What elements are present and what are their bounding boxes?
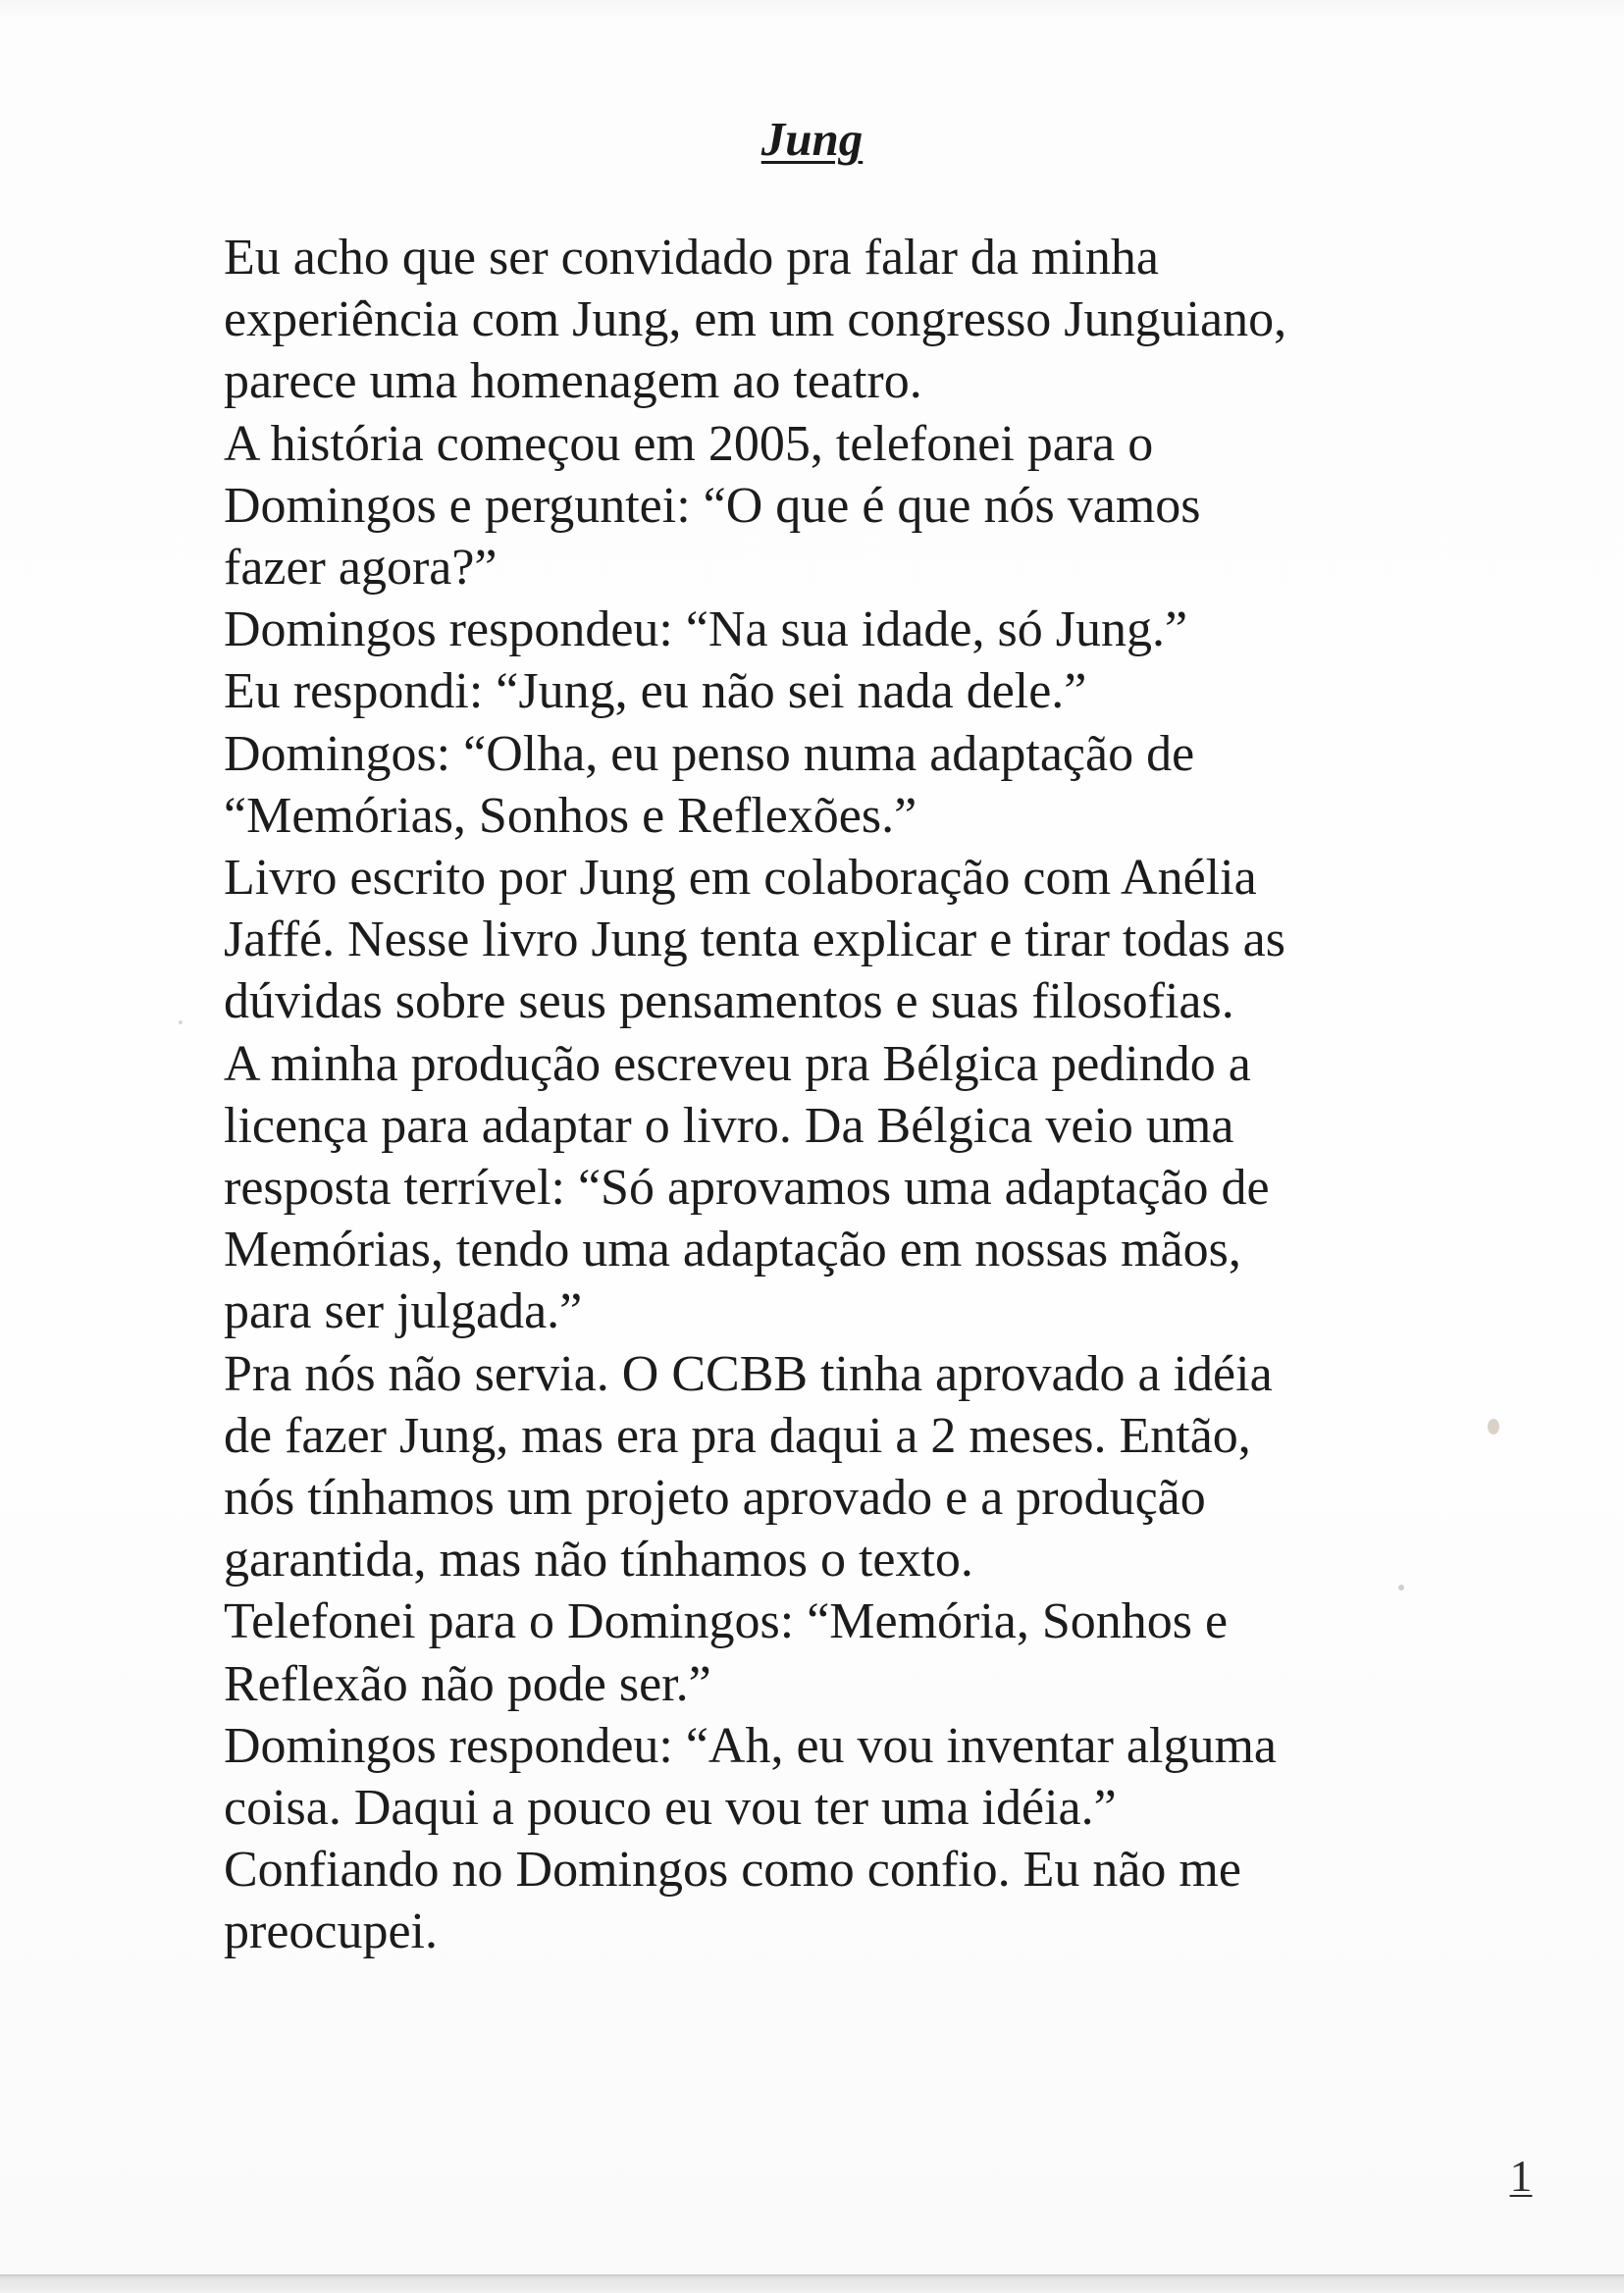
text-line: parece uma homenagem ao teatro. (224, 353, 922, 410)
document-title (0, 110, 1624, 169)
text-line: para ser julgada.” (224, 1283, 583, 1340)
text-line: Domingos: “Olha, eu penso numa adaptação de (224, 725, 1195, 782)
text-line: Domingos respondeu: “Ah, eu vou inventar alguma (224, 1717, 1277, 1774)
paper-speck (179, 1020, 183, 1024)
page-number: 1 (1509, 2151, 1533, 2201)
body-text (224, 227, 1441, 1963)
text-line: Memórias, tendo uma adaptação em nossas mãos, (224, 1222, 1241, 1278)
title-text: Jung (760, 112, 864, 166)
text-line: licença para adaptar o livro. Da Bélgica veio uma (224, 1097, 1234, 1154)
text-line: resposta terrível: “Só aprovamos uma adaptação de (224, 1160, 1270, 1217)
text-line: garantida, mas não tínhamos o texto. (224, 1532, 973, 1589)
text-line: fazer agora?” (224, 540, 498, 597)
text-line: A minha produção escreveu pra Bélgica pedindo a (224, 1035, 1251, 1092)
text-line: de fazer Jung, mas era pra daqui a 2 meses. Então, (224, 1407, 1251, 1464)
text-line: dúvidas sobre seus pensamentos e suas filosofias. (224, 973, 1234, 1030)
text-line: Livro escrito por Jung em colaboração com Anélia (224, 850, 1257, 907)
text-line: Pra nós não servia. O CCBB tinha aprovado a idéia (224, 1345, 1273, 1402)
text-line: Telefonei para o Domingos: “Memória, Sonhos e (224, 1593, 1229, 1650)
text-line: coisa. Daqui a pouco eu vou ter uma idéia.” (224, 1780, 1117, 1837)
text-line: Reflexão não pode ser.” (224, 1655, 711, 1712)
page-bottom-edge (0, 2274, 1624, 2293)
text-line: preocupei. (224, 1903, 439, 1960)
paper-speck (1488, 1419, 1499, 1434)
text-line: Domingos e perguntei: “O que é que nós vamos (224, 477, 1201, 534)
text-line: Domingos respondeu: “Na sua idade, só Jung.” (224, 601, 1188, 658)
text-line: Eu acho que ser convidado pra falar da minha (224, 230, 1159, 286)
text-line: “Memórias, Sonhos e Reflexões.” (224, 787, 917, 844)
text-line: experiência com Jung, em um congresso Junguiano, (224, 291, 1287, 348)
paper-speck (1398, 1585, 1404, 1590)
text-line: nós tínhamos um projeto aprovado e a produção (224, 1470, 1206, 1527)
text-line: Eu respondi: “Jung, eu não sei nada dele.” (224, 663, 1087, 720)
text-line: Jaffé. Nesse livro Jung tenta explicar e tirar todas as (224, 912, 1285, 968)
text-line: Confiando no Domingos como confio. Eu não me (224, 1842, 1241, 1899)
text-line: A história começou em 2005, telefonei para o (224, 415, 1154, 472)
